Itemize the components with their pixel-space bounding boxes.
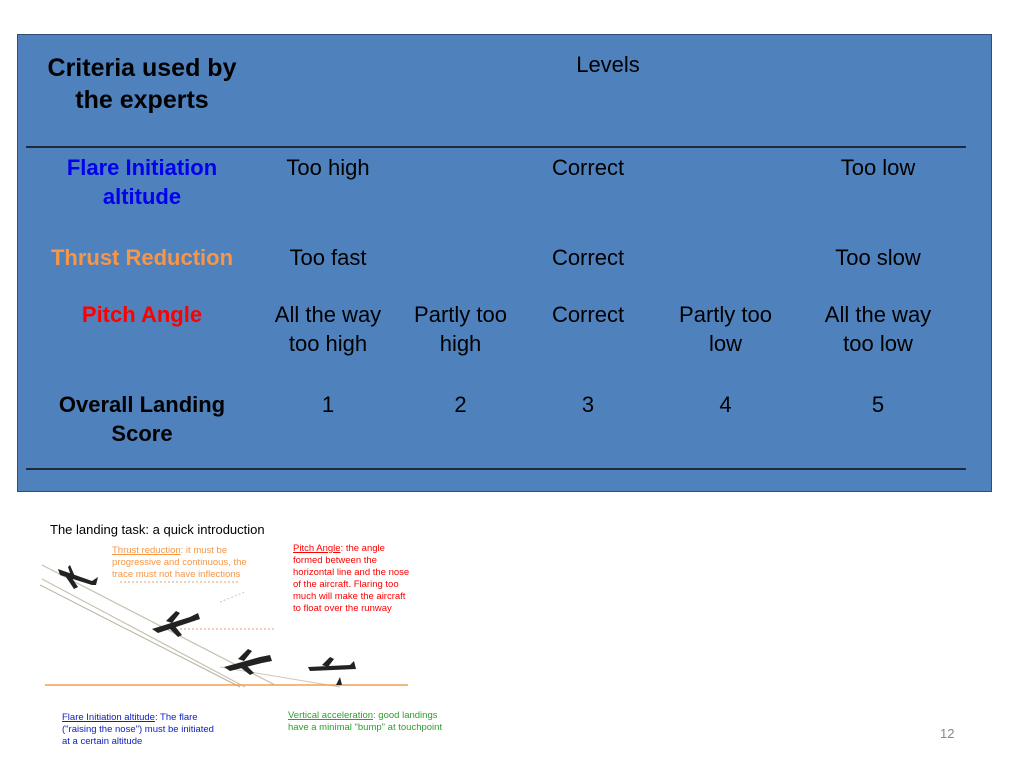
level-cell: Correct — [551, 302, 625, 327]
level-cell: 1 — [321, 392, 335, 417]
criterion-overall-score: Overall Landing Score — [58, 392, 226, 446]
footer-divider — [26, 468, 966, 470]
level-cell: 5 — [871, 392, 885, 417]
level-cell: 4 — [719, 392, 732, 417]
thrust-note: Thrust reduction: it must be progressive and continuous, the trace must not have inflections — [112, 545, 247, 580]
vertical-note: Vertical acceleration: good landings have a minimal "bump" at touchpoint — [288, 710, 443, 733]
criterion-flare-initiation: Flare Initiation altitude — [66, 155, 218, 209]
page-number: 12 — [940, 726, 955, 741]
pitch-note: Pitch Angle: the angle formed between the horizontal line and the nose of the aircraft. Flaring too much will make the aircraft to float over the runway — [293, 543, 410, 614]
criteria-header: Criteria used by the experts — [47, 54, 237, 114]
aircraft-icon — [308, 657, 356, 671]
level-cell: 2 — [454, 392, 467, 417]
diagram-title: The landing task: a quick introduction — [50, 522, 265, 537]
level-cell: Correct — [551, 245, 625, 270]
level-cell: Too fast — [289, 245, 367, 270]
level-cell: All the way too low — [824, 302, 932, 356]
landing-diagram — [40, 517, 470, 757]
level-cell: Too slow — [835, 245, 921, 270]
level-cell: All the way too high — [274, 302, 382, 356]
level-cell: 3 — [581, 392, 595, 417]
level-cell: Partly too low — [679, 302, 772, 356]
criterion-pitch-angle: Pitch Angle — [81, 302, 203, 327]
criterion-thrust-reduction: Thrust Reduction — [50, 245, 234, 270]
level-cell: Too high — [286, 155, 370, 180]
level-cell: Correct — [551, 155, 625, 180]
level-cell: Partly too high — [414, 302, 507, 356]
flare-note: Flare Initiation altitude: The flare ("raising the nose") must be initiated at a certain altitude — [62, 712, 214, 747]
header-divider — [26, 146, 966, 148]
criteria-table — [17, 34, 992, 492]
level-cell: Too low — [840, 155, 916, 180]
levels-header: Levels — [576, 52, 640, 77]
aircraft-icon — [152, 611, 200, 637]
